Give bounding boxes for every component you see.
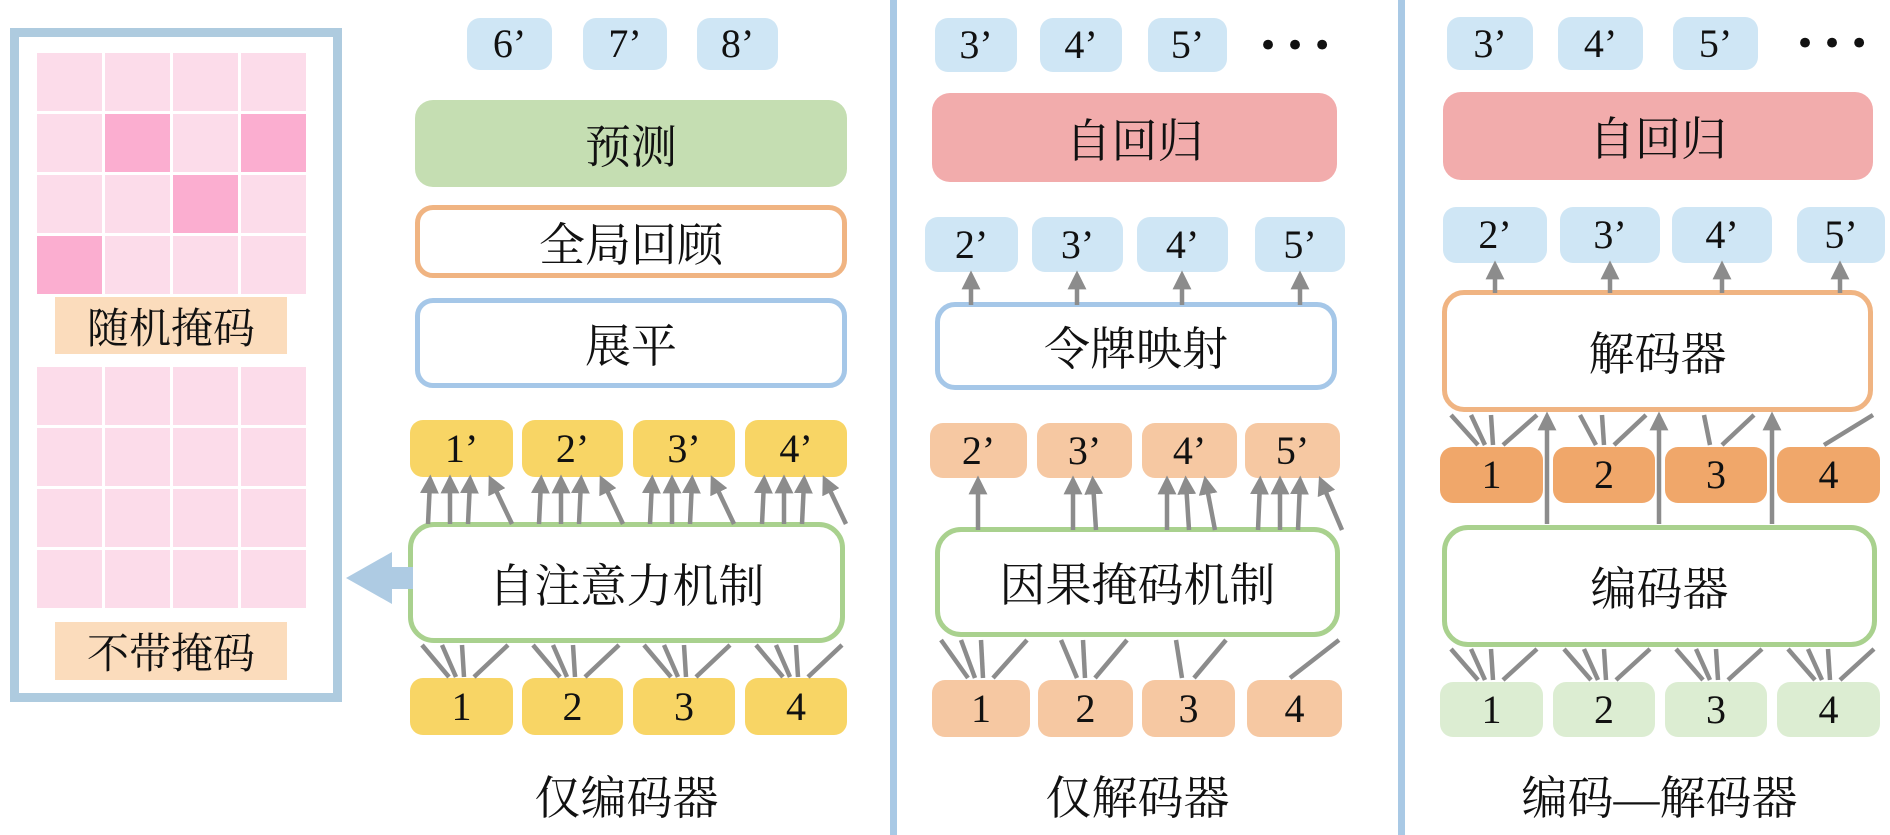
token-hidden: 4’ — [745, 420, 847, 477]
flow-arrow — [579, 482, 581, 524]
flow-line — [553, 645, 567, 677]
flow-arrow — [802, 482, 804, 524]
mask-cell — [241, 367, 306, 425]
mask-cell — [105, 550, 170, 608]
flow-line — [585, 645, 619, 677]
ellipsis: ••• — [1795, 24, 1877, 64]
token-hidden: 5’ — [1245, 423, 1340, 478]
flow-line — [1083, 640, 1085, 678]
flow-arrow — [1093, 483, 1096, 530]
flow-line — [573, 645, 575, 677]
flow-line — [1676, 649, 1703, 680]
token-input: 3 — [633, 678, 735, 735]
token-predicted: 5’ — [1797, 207, 1885, 263]
flow-line — [1828, 649, 1830, 680]
mask-cell — [173, 53, 238, 111]
flow-arrow — [603, 482, 623, 524]
flow-arrow — [826, 482, 846, 524]
flow-line — [1602, 415, 1604, 445]
autoregressive-box: 自回归 — [932, 93, 1337, 182]
flow-arrow — [539, 482, 541, 524]
token-predicted: 2’ — [1443, 207, 1547, 263]
flow-line — [1808, 649, 1822, 680]
flow-line — [756, 645, 783, 677]
flow-line — [1194, 640, 1226, 678]
no-mask-grid — [37, 367, 306, 608]
token-output: 5’ — [1148, 18, 1227, 72]
flow-line — [1584, 649, 1598, 680]
token-decoder-input: 1 — [1440, 447, 1543, 503]
flow-line — [1564, 649, 1591, 680]
flow-line — [1503, 649, 1537, 680]
token-input: 4 — [745, 678, 847, 735]
token-encoder-input: 2 — [1553, 682, 1655, 737]
flow-line — [1491, 415, 1493, 445]
flow-line — [422, 645, 449, 677]
mask-cell — [105, 175, 170, 233]
flow-line — [796, 645, 798, 677]
token-input: 4 — [1247, 680, 1342, 737]
mask-cell — [37, 367, 102, 425]
caption-encoder-decoder: 编码—解码器 — [1521, 773, 1798, 824]
flow-line — [1491, 649, 1493, 680]
flow-line — [533, 645, 560, 677]
token-hidden: 2’ — [930, 423, 1027, 478]
random-mask-label: 随机掩码 — [55, 297, 287, 354]
masked-cell — [173, 175, 238, 233]
flatten-box: 展平 — [415, 298, 847, 388]
self-attention-box: 自注意力机制 — [408, 522, 845, 643]
token-output: 5’ — [1673, 17, 1758, 70]
flow-line — [1614, 415, 1646, 445]
token-input: 1 — [932, 680, 1030, 737]
masked-cell — [241, 114, 306, 172]
flow-line — [644, 645, 671, 677]
token-mapped: 5’ — [1255, 217, 1345, 272]
token-output: 3’ — [935, 18, 1017, 72]
flow-line — [1061, 640, 1077, 678]
token-output: 3’ — [1447, 17, 1533, 70]
mask-cell — [241, 428, 306, 486]
token-decoder-input: 3 — [1665, 447, 1767, 503]
flow-line — [664, 645, 678, 677]
autoregressive-box: 自回归 — [1443, 92, 1873, 180]
mask-cell — [173, 114, 238, 172]
global-review-box: 全局回顾 — [415, 205, 847, 278]
flow-arrow — [492, 482, 512, 524]
flow-arrow — [1186, 483, 1189, 530]
token-decoder-input: 2 — [1553, 447, 1655, 503]
token-mapped: 2’ — [925, 217, 1018, 272]
divider-line — [890, 0, 897, 835]
mask-cell — [105, 236, 170, 294]
flow-line — [442, 645, 456, 677]
flow-line — [1604, 649, 1606, 680]
flow-line — [1616, 649, 1650, 680]
mask-cell — [241, 53, 306, 111]
token-hidden: 3’ — [1037, 423, 1132, 478]
mask-cell — [105, 53, 170, 111]
flow-line — [696, 645, 730, 677]
token-output: 8’ — [697, 18, 778, 70]
flow-line — [474, 645, 508, 677]
token-input: 2 — [1038, 680, 1133, 737]
decoder-box: 解码器 — [1442, 290, 1873, 412]
mask-cell — [173, 236, 238, 294]
mask-cell — [105, 489, 170, 547]
token-mapped: 3’ — [1032, 217, 1123, 272]
no-mask-label: 不带掩码 — [55, 622, 287, 680]
flow-line — [1824, 415, 1873, 445]
mask-cell — [173, 428, 238, 486]
token-hidden: 1’ — [410, 420, 513, 477]
flow-line — [1788, 649, 1815, 680]
flow-line — [1840, 649, 1874, 680]
flow-line — [1728, 649, 1762, 680]
flow-line — [981, 640, 983, 678]
flow-line — [462, 645, 464, 677]
flow-arrow — [1206, 483, 1215, 530]
flow-line — [961, 640, 975, 678]
mask-cell — [173, 550, 238, 608]
divider-line — [1398, 0, 1405, 835]
token-encoder-input: 4 — [1777, 682, 1880, 737]
mask-legend-panel — [10, 28, 342, 702]
mask-cell — [37, 175, 102, 233]
flow-line — [1704, 415, 1710, 445]
token-output: 6’ — [467, 18, 552, 70]
mask-cell — [173, 489, 238, 547]
token-input: 2 — [522, 678, 623, 735]
token-predicted: 4’ — [1672, 207, 1772, 263]
caption-decoder-only: 仅解码器 — [1045, 773, 1230, 824]
encoder-box: 编码器 — [1442, 525, 1877, 647]
mask-cell — [37, 53, 102, 111]
legend-pointer-arrow — [346, 552, 413, 604]
token-encoder-input: 3 — [1665, 682, 1767, 737]
mask-cell — [241, 550, 306, 608]
flow-line — [1451, 415, 1478, 445]
token-input: 1 — [410, 678, 513, 735]
flow-line — [1095, 640, 1127, 678]
flow-arrow — [714, 482, 734, 524]
flow-arrow — [690, 482, 692, 524]
flow-line — [1716, 649, 1718, 680]
mask-cell — [241, 489, 306, 547]
flow-arrow — [762, 482, 764, 524]
masked-cell — [37, 236, 102, 294]
flow-line — [1471, 649, 1485, 680]
predict-box: 预测 — [415, 100, 847, 187]
mask-cell — [37, 550, 102, 608]
flow-line — [993, 640, 1027, 678]
token-encoder-input: 1 — [1440, 682, 1543, 737]
mask-cell — [241, 236, 306, 294]
flow-line — [1503, 415, 1537, 445]
flow-arrow — [1258, 483, 1260, 530]
flow-line — [1722, 415, 1754, 445]
caption-encoder-only: 仅编码器 — [534, 773, 719, 824]
flow-arrow — [1322, 483, 1342, 530]
token-hidden: 3’ — [633, 420, 735, 477]
token-hidden: 2’ — [522, 420, 623, 477]
mask-cell — [173, 367, 238, 425]
flow-arrow — [650, 482, 652, 524]
flow-line — [1471, 415, 1485, 445]
flow-line — [1696, 649, 1710, 680]
flow-arrow — [428, 482, 430, 524]
token-predicted: 3’ — [1560, 207, 1660, 263]
flow-line — [1451, 649, 1478, 680]
token-map-box: 令牌映射 — [935, 302, 1337, 390]
token-mapped: 4’ — [1137, 217, 1228, 272]
token-output: 7’ — [583, 18, 667, 70]
flow-line — [941, 640, 968, 678]
flow-line — [776, 645, 790, 677]
mask-cell — [105, 367, 170, 425]
mask-cell — [37, 114, 102, 172]
flow-line — [808, 645, 842, 677]
flow-line — [684, 645, 686, 677]
flow-line — [1580, 415, 1596, 445]
token-input: 3 — [1142, 680, 1235, 737]
token-decoder-input: 4 — [1777, 447, 1880, 503]
flow-line — [1176, 640, 1182, 678]
token-hidden: 4’ — [1142, 423, 1237, 478]
flow-line — [1290, 640, 1339, 678]
token-output: 4’ — [1040, 18, 1122, 72]
mask-cell — [37, 489, 102, 547]
flow-arrow — [468, 482, 470, 524]
masked-cell — [105, 114, 170, 172]
random-mask-grid — [37, 53, 306, 294]
mask-cell — [37, 428, 102, 486]
causal-mask-box: 因果掩码机制 — [935, 527, 1340, 637]
ellipsis: ••• — [1258, 26, 1340, 66]
mask-cell — [241, 175, 306, 233]
token-output: 4’ — [1558, 17, 1643, 70]
mask-cell — [105, 428, 170, 486]
flow-arrow — [1298, 483, 1300, 530]
